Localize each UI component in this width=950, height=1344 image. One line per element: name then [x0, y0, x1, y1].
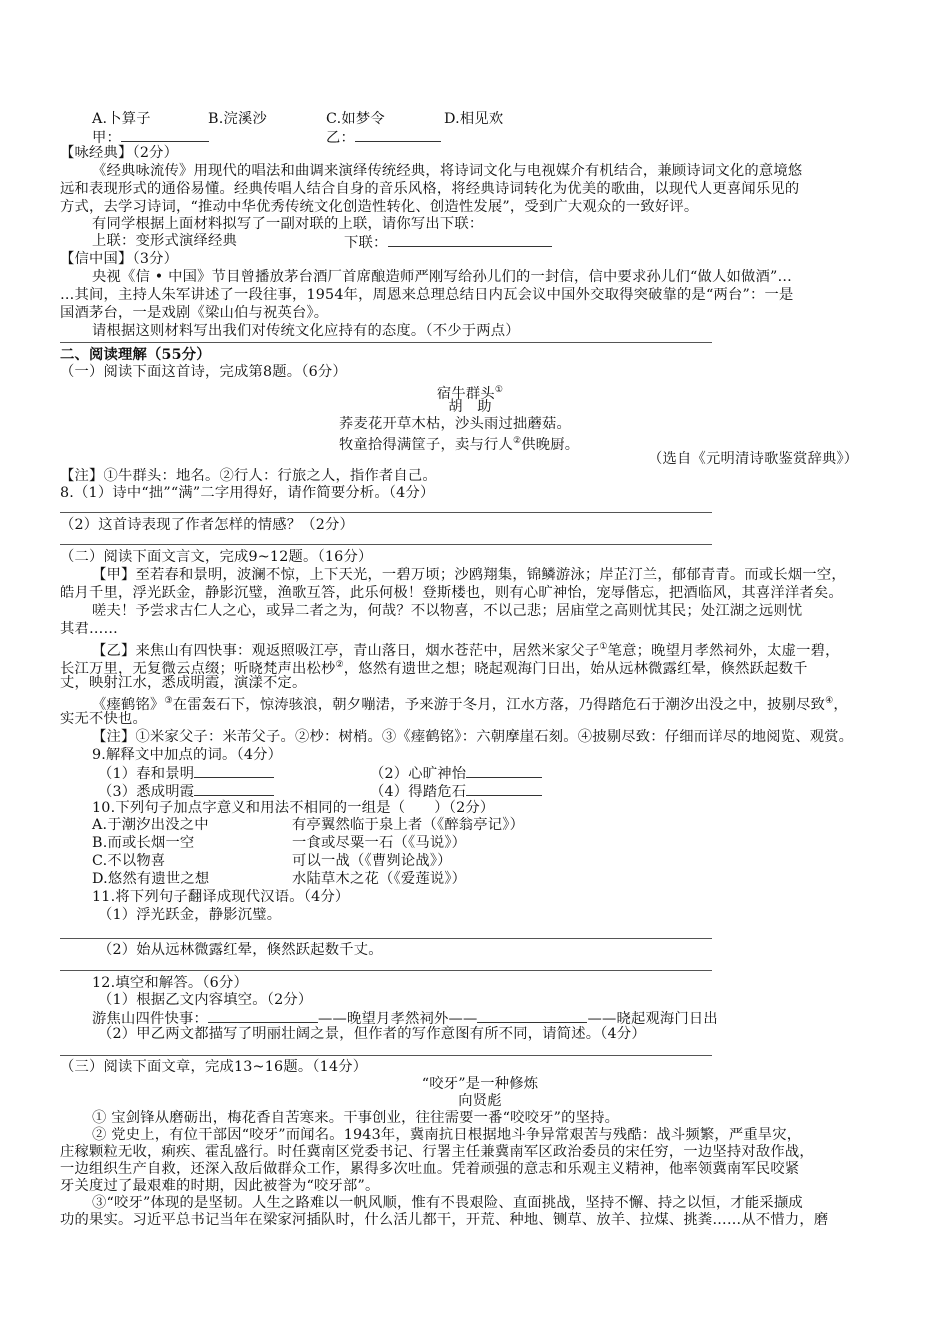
poem-line-2-sup: ②	[512, 436, 522, 446]
yi-label: 乙：	[326, 130, 355, 146]
answer-line[interactable]	[60, 970, 712, 971]
article-para-2-line-1: ② 党史上，有位干部因“咬牙”而闻名。1943年，冀南抗日根据地斗争异常艰苦与残酷：战斗频繁，严重旱灾，	[92, 1127, 802, 1143]
yi-text-4-sup1: ③	[164, 696, 173, 706]
part1-heading: （一）阅读下面这首诗，完成第8题。（6分）	[60, 364, 347, 380]
answer-line[interactable]	[60, 938, 712, 939]
question-12: 12.填空和解答。（6分）	[92, 975, 248, 991]
answer-line[interactable]	[60, 1055, 712, 1056]
article-para-2-line-2: 庄稼颗粒无收，痢疾、霍乱盛行。时任冀南区党委书记、行署主任兼冀南军区政治委员的宋任穷，一边坚持对敌作战，	[60, 1144, 814, 1160]
q11-item-2: （2）始从远林微露红晕，倏然跃起数千丈。	[98, 942, 383, 958]
q12-blank-2[interactable]	[477, 1008, 587, 1023]
yi-answer-line	[326, 127, 441, 147]
article-para-2-line-4: 牙关度过了最艰难的时期，因此被誉为“咬牙部”。	[60, 1178, 380, 1194]
yongjingdian-heading: 【咏经典】（2分）	[60, 145, 179, 161]
poem-line-1: 荞麦花开草木枯，沙头雨过拙蘑菇。	[339, 416, 571, 432]
yi-text-2b: ，悠然有遗世之想；晓起观海门日出，始从远林微露红晕，倏然跃起数千	[343, 660, 808, 677]
q9-item-2-blank[interactable]	[466, 763, 542, 778]
poem-title-sup: ①	[494, 385, 504, 395]
question-8-1: 8.（1）诗中“拙”“满”二字用得好，请作简要分析。（4分）	[60, 485, 435, 501]
poem-note: 【注】①牛群头：地名。②行人：行旅之人，指作者自己。	[60, 468, 437, 484]
yongjingdian-prompt: 有同学根据上面材料拟写了一副对联的上联，请你写出下联：	[92, 216, 484, 232]
jia-text-4: 其君……	[60, 621, 118, 637]
jia-blank[interactable]	[121, 127, 209, 142]
q10-option-a: A.于潮汐出没之中	[92, 817, 209, 833]
article-para-3-line-2: 功的果实。习近平总书记当年在梁家河插队时，什么活儿都干，开荒、种地、铡草、放羊、拉煤、挑粪……从不惜力，磨	[60, 1212, 829, 1228]
article-para-3-line-1: ③“咬牙”体现的是坚韧。人生之路难以一帆风顺，惟有不畏艰险、直面挑战，坚持不懈、持之以恒，才能采撷成	[92, 1195, 803, 1211]
poem-author: 胡 助	[448, 399, 492, 415]
article-para-2-line-3: 一边组织生产自救，还深入敌后做群众工作，累得多次吐血。凭着顽强的意志和乐观主义精神，他率领冀南军民咬紧	[60, 1161, 800, 1177]
q10-option-b: B.而或长烟一空	[92, 835, 195, 851]
q9-item-2	[370, 763, 542, 783]
q9-item-1	[98, 763, 274, 783]
q10-option-c-ref: 可以一战（《曹刿论战》）	[292, 853, 452, 869]
xialian-label: 下联：	[344, 235, 388, 251]
xialian-blank[interactable]	[388, 232, 552, 247]
yi-text-4-sup2: ④	[825, 696, 834, 706]
shanglian: 上联：变形式演绎经典	[92, 233, 237, 249]
q9-item-1-blank[interactable]	[194, 763, 274, 778]
q9-item-4-blank[interactable]	[466, 781, 542, 796]
q10-option-a-ref: 有亭翼然临于泉上者（《醉翁亭记》）	[292, 817, 525, 833]
article-para-1: ① 宝剑锋从磨砺出，梅花香自苦寒来。干事创业，往往需要一番“咬咬牙”的坚持。	[92, 1110, 620, 1126]
q11-item-1: （1）浮光跃金，静影沉璧。	[98, 907, 282, 923]
article-title: “咬牙”是一种修炼	[421, 1076, 539, 1092]
answer-line[interactable]	[60, 342, 712, 343]
yi-note: 【注】①米家父子：米芾父子。②杪：树梢。③《瘗鹤铭》：六朝摩崖石刻。④披剔尽致：仔细而详尽的地阅览、观赏。	[92, 729, 854, 745]
q9-item-2-text: （2）心旷神怡	[370, 766, 467, 782]
part3-heading: （三）阅读下面文章，完成13~16题。（14分）	[60, 1059, 368, 1075]
yi-text-1b: 笔意；晚望月孝然祠外，太虚一碧，	[607, 642, 840, 659]
question-11: 11.将下列句子翻译成现代汉语。（4分）	[92, 889, 350, 905]
jia-text-2: 皓月千里，浮光跃金，静影沉璧，渔歌互答，此乐何极！登斯楼也，则有心旷神怡，宠辱偕忘，把酒临风，其喜洋洋者矣。	[60, 585, 843, 601]
yi-text-1a: 【乙】来焦山有四快事：观返照吸江亭，青山落日，烟水苍茫中，居然米家父子	[92, 642, 600, 659]
poem-line-2a: 牧童拾得满筐子，卖与行人	[339, 436, 513, 453]
section2-heading: 二、阅读理解（55分）	[60, 347, 211, 363]
option-b: B.浣溪沙	[208, 111, 267, 127]
question-9: 9.解释文中加点的词。（4分）	[92, 747, 283, 763]
yi-text-4c: ，	[833, 696, 848, 713]
option-a: A.卜算子	[92, 111, 151, 127]
question-10: 10.下列句子加点字意义和用法不相同的一组是（ ）（2分）	[92, 800, 495, 816]
yi-text-1-sup: ①	[599, 642, 608, 652]
xinzhongguo-text-2: …其间，主持人朱军讲述了一段往事，1954年，周恩来总理总结日内瓦会议中国外交取得突破靠的是“两台”：一是	[60, 287, 794, 303]
xinzhongguo-text-1: 央视《信 • 中国》节目曾播放茅台酒厂首席酿造师严刚写给孙儿们的一封信，信中要求孙儿们“做人如做酒”…	[92, 269, 792, 285]
yi-text-4b: 在雷轰石下，惊涛骇浪，朝夕嘣湱，予来游于冬月，江水方落，乃得踏危石于潮汐出没之中，披剔尽致	[172, 696, 826, 713]
q9-item-4	[370, 781, 542, 801]
q9-item-3-blank[interactable]	[194, 781, 274, 796]
yi-text-2a: 长江万里，无复微云点缀；听晓梵声出松杪	[60, 660, 336, 677]
xialian-line	[344, 232, 552, 252]
article-author: 向贤彪	[458, 1093, 502, 1109]
poem-line-2b: 供晚厨。	[521, 436, 580, 453]
q10-option-b-ref: 一食或尽粟一石（《马说》）	[292, 835, 467, 851]
answer-line[interactable]	[60, 512, 712, 513]
yi-blank[interactable]	[355, 127, 441, 142]
poem-title-text: 宿牛群头	[436, 385, 495, 402]
q12-item-1: （1）根据乙文内容填空。（2分）	[98, 992, 313, 1008]
xinzhongguo-text-3: 国酒茅台，一是戏剧《梁山伯与祝英台》。	[60, 305, 329, 321]
poem-line-2	[339, 432, 579, 454]
yongjingdian-text-3: 方式，去学习诗词，“推动中华优秀传统文化创造性转化、创造性发展”，受到广大观众的一致好评。	[60, 199, 699, 215]
q12-blank-1[interactable]	[208, 1008, 318, 1023]
q12-fill-c: ——晓起观海门日出	[587, 1011, 718, 1027]
yi-text-4	[92, 692, 848, 714]
yi-text-2-sup: ②	[335, 660, 344, 670]
q10-option-d: D.悠然有遗世之想	[92, 871, 210, 887]
xinzhongguo-prompt: 请根据这则材料写出我们对传统文化应持有的态度。（不少于两点）	[92, 323, 520, 339]
part2-heading: （二）阅读下面文言文，完成9~12题。（16分）	[60, 549, 373, 565]
q12-fill-b: ——晚望月孝然祠外——	[317, 1011, 478, 1027]
option-c: C.如梦令	[326, 111, 385, 127]
jia-text-3: 嗟夫！予尝求古仁人之心，或异二者之为，何哉？不以物喜，不以己悲；居庙堂之高则忧其民；处江湖之远则忧	[92, 603, 803, 619]
q10-option-c: C.不以物喜	[92, 853, 166, 869]
poem-source: （选自《元明清诗歌鉴赏辞典》）	[648, 451, 859, 467]
q10-option-d-ref: 水陆草木之花（《爱莲说》）	[292, 871, 467, 887]
jia-label: 甲：	[92, 130, 121, 146]
yi-text-4a: 《瘗鹤铭》	[92, 696, 165, 713]
q9-item-3-text: （3）悉成明霞	[98, 784, 195, 800]
xinzhongguo-heading: 【信中国】（3分）	[60, 251, 179, 267]
yi-text-5: 实无不快也。	[60, 711, 147, 727]
yongjingdian-text-1: 《经典咏流传》用现代的唱法和曲调来演绎传统经典，将诗词文化与电视媒介有机结合，兼顾诗词文化的意境悠	[92, 163, 803, 179]
jia-text-1: 【甲】至若春和景明，波澜不惊，上下天光，一碧万顷；沙鸥翔集，锦鳞游泳；岸芷汀兰，郁郁青青。而或长烟一空，	[92, 567, 846, 583]
yongjingdian-text-2: 远和表现形式的通俗易懂。经典传唱人结合自身的音乐风格，将经典诗词转化为优美的歌曲，以现代人更喜闻乐见的	[60, 181, 800, 197]
q12-item-2: （2）甲乙两文都描写了明丽壮阔之景，但作者的写作意图有所不同，请简述。（4分）	[98, 1026, 646, 1042]
option-d: D.相见欢	[444, 111, 504, 127]
q9-item-4-text: （4）得踏危石	[370, 784, 467, 800]
answer-line[interactable]	[60, 544, 712, 545]
q12-fill-a: 游焦山四件快事：	[92, 1011, 208, 1027]
question-8-2: （2）这首诗表现了作者怎样的情感？（2分）	[60, 517, 355, 533]
yi-text-3: 丈，映射江水，悉成明霞，演漾不定。	[60, 675, 307, 691]
q9-item-1-text: （1）春和景明	[98, 766, 195, 782]
q9-item-3	[98, 781, 274, 801]
